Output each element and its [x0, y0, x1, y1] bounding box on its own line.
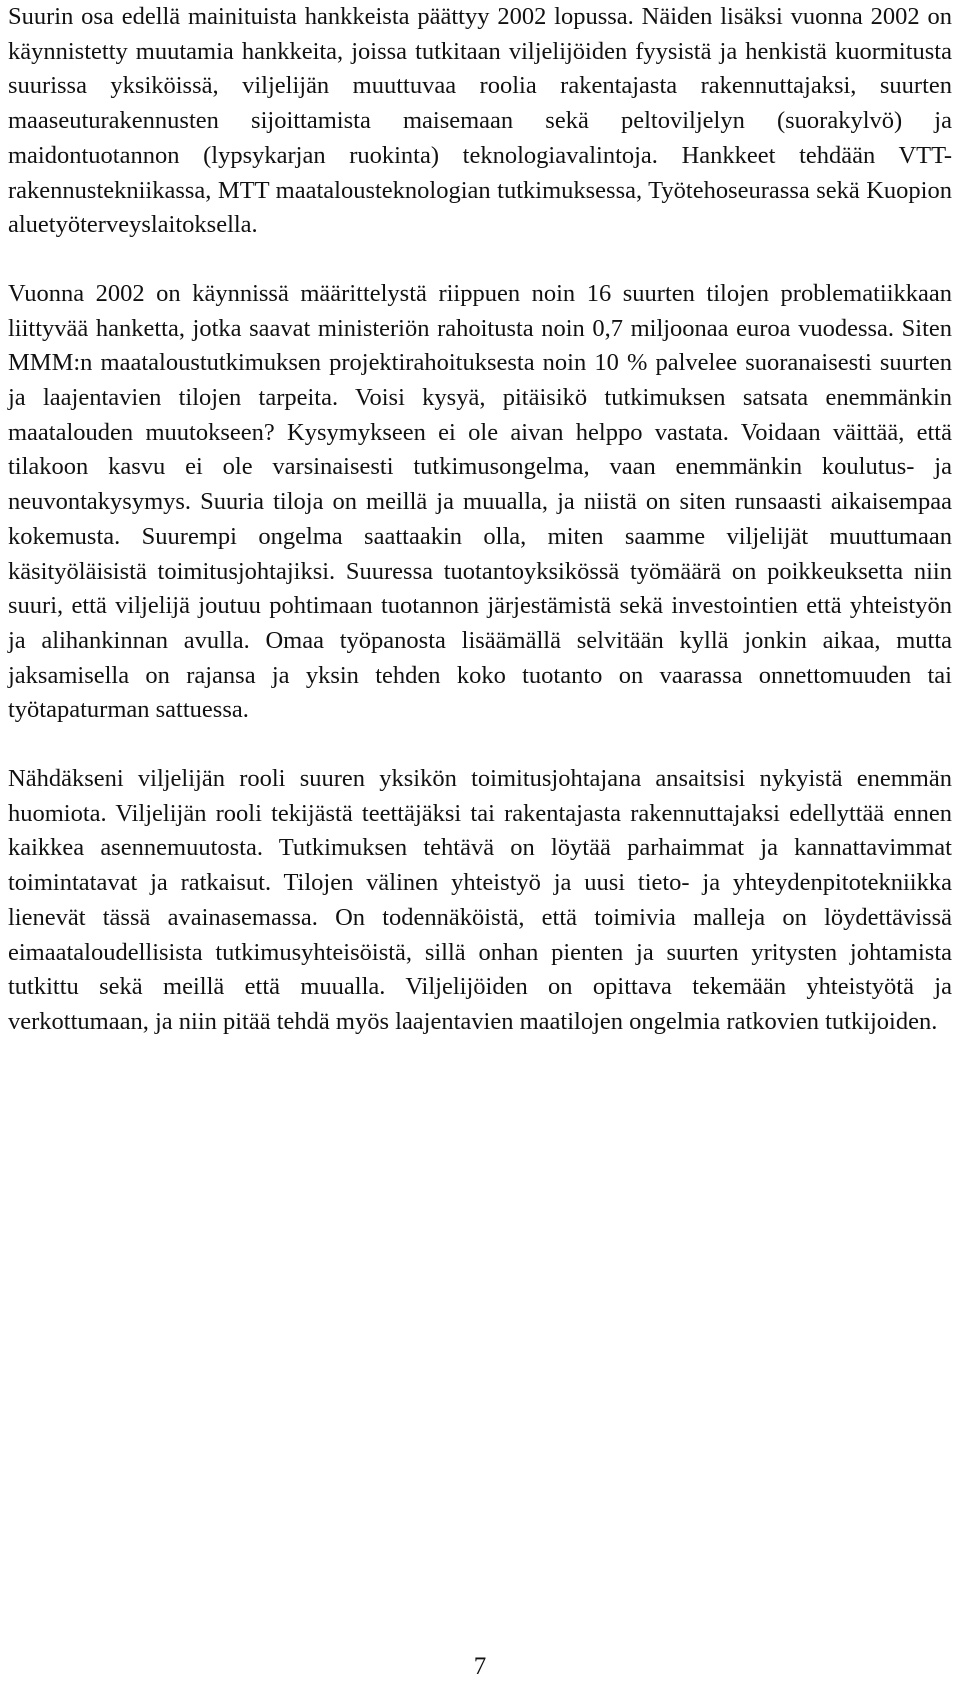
paragraph-2: Vuonna 2002 on käynnissä määrittelystä riippuen noin 16 suurten tilojen problematiikkaan liittyvää hanketta, jotka saavat ministeriön rahoitusta noin 0,7 miljoonaa euroa vuodessa. Siten MMM:n maataloustutkimuksen projektirahoituksesta noin 10 % palvelee suoranaisesti suurten ja laajentavien tilojen tarpeita. Voisi kysyä, pitäisikö tutkimuksen satsata enemmänkin maatalouden muutokseen? Kysymykseen ei ole aivan helppo vastata. Voidaan väittää, että tilakoon kasvu ei ole varsinaisesti tutkimusongelma, vaan enemmänkin koulutus- ja neuvontakysymys. Suuria tiloja on meillä ja muualla, ja niistä on siten runsaasti aikaisempaa kokemusta. Suurempi ongelma saattaakin olla, miten saamme viljelijät muuttumaan käsityöläisistä toimitusjohtajiksi. Suuressa tuotantoyksikössä työmäärä on poikkeuksetta niin suuri, että viljelijä joutuu pohtimaan tuotannon järjestämistä sekä investointien että yhteistyön ja alihankinnan avulla. Omaa työpanosta lisäämällä selvitään kyllä jonkin aikaa, mutta jaksamisella on rajansa ja yksin tehden koko tuotanto on vaarassa onnettomuuden tai työtapaturman sattuessa.	[8, 279, 952, 724]
paragraph-1: Suurin osa edellä mainituista hankkeista päättyy 2002 lopussa. Näiden lisäksi vuonna 2002 on käynnistetty muutamia hankkeita, joissa tutkitaan viljelijöiden fyysistä ja henkistä kuormitusta suurissa yksiköissä, viljelijän muuttuvaa roolia rakentajasta rakennuttajaksi, suurten maaseuturakennusten sijoittamista maisemaan sekä peltoviljelyn (suorakylvö) ja maidontuotannon (lypsykarjan ruokinta) teknologiavalintoja. Hankkeet tehdään VTT-rakennustekniikassa, MTT maatalousteknologian tutkimuksessa, Työtehoseurassa sekä Kuopion aluetyöterveyslaitoksella.	[8, 3, 952, 239]
page-number: 7	[473, 1653, 487, 1680]
paragraph-3: Nähdäkseni viljelijän rooli suuren yksikön toimitusjohtajana ansaitsisi nykyistä enemmän huomiota. Viljelijän rooli tekijästä teettäjäksi tai rakentajasta rakennuttajaksi edellyttää ennen kaikkea asennemuutosta. Tutkimuksen tehtävä on löytää parhaimmat ja kannattavimmat toimintatavat ja ratkaisut. Tilojen välinen yhteistyö ja uusi tieto- ja yhteydenpitotekniikka lienevät tässä avainasemassa. On todennäköistä, että toimivia malleja on löydettävissä eimaataloudellisista tutkimusyhteisöistä, sillä onhan pienten ja suurten yritysten johtamista tutkittu sekä meillä että muualla. Viljelijöiden on opittava tekemään yhteistyötä ja verkottumaan, ja niin pitää tehdä myös laajentavien maatilojen ongelmia ratkovien tutkijoiden.	[8, 765, 952, 1035]
document-body	[8, 0, 952, 1074]
